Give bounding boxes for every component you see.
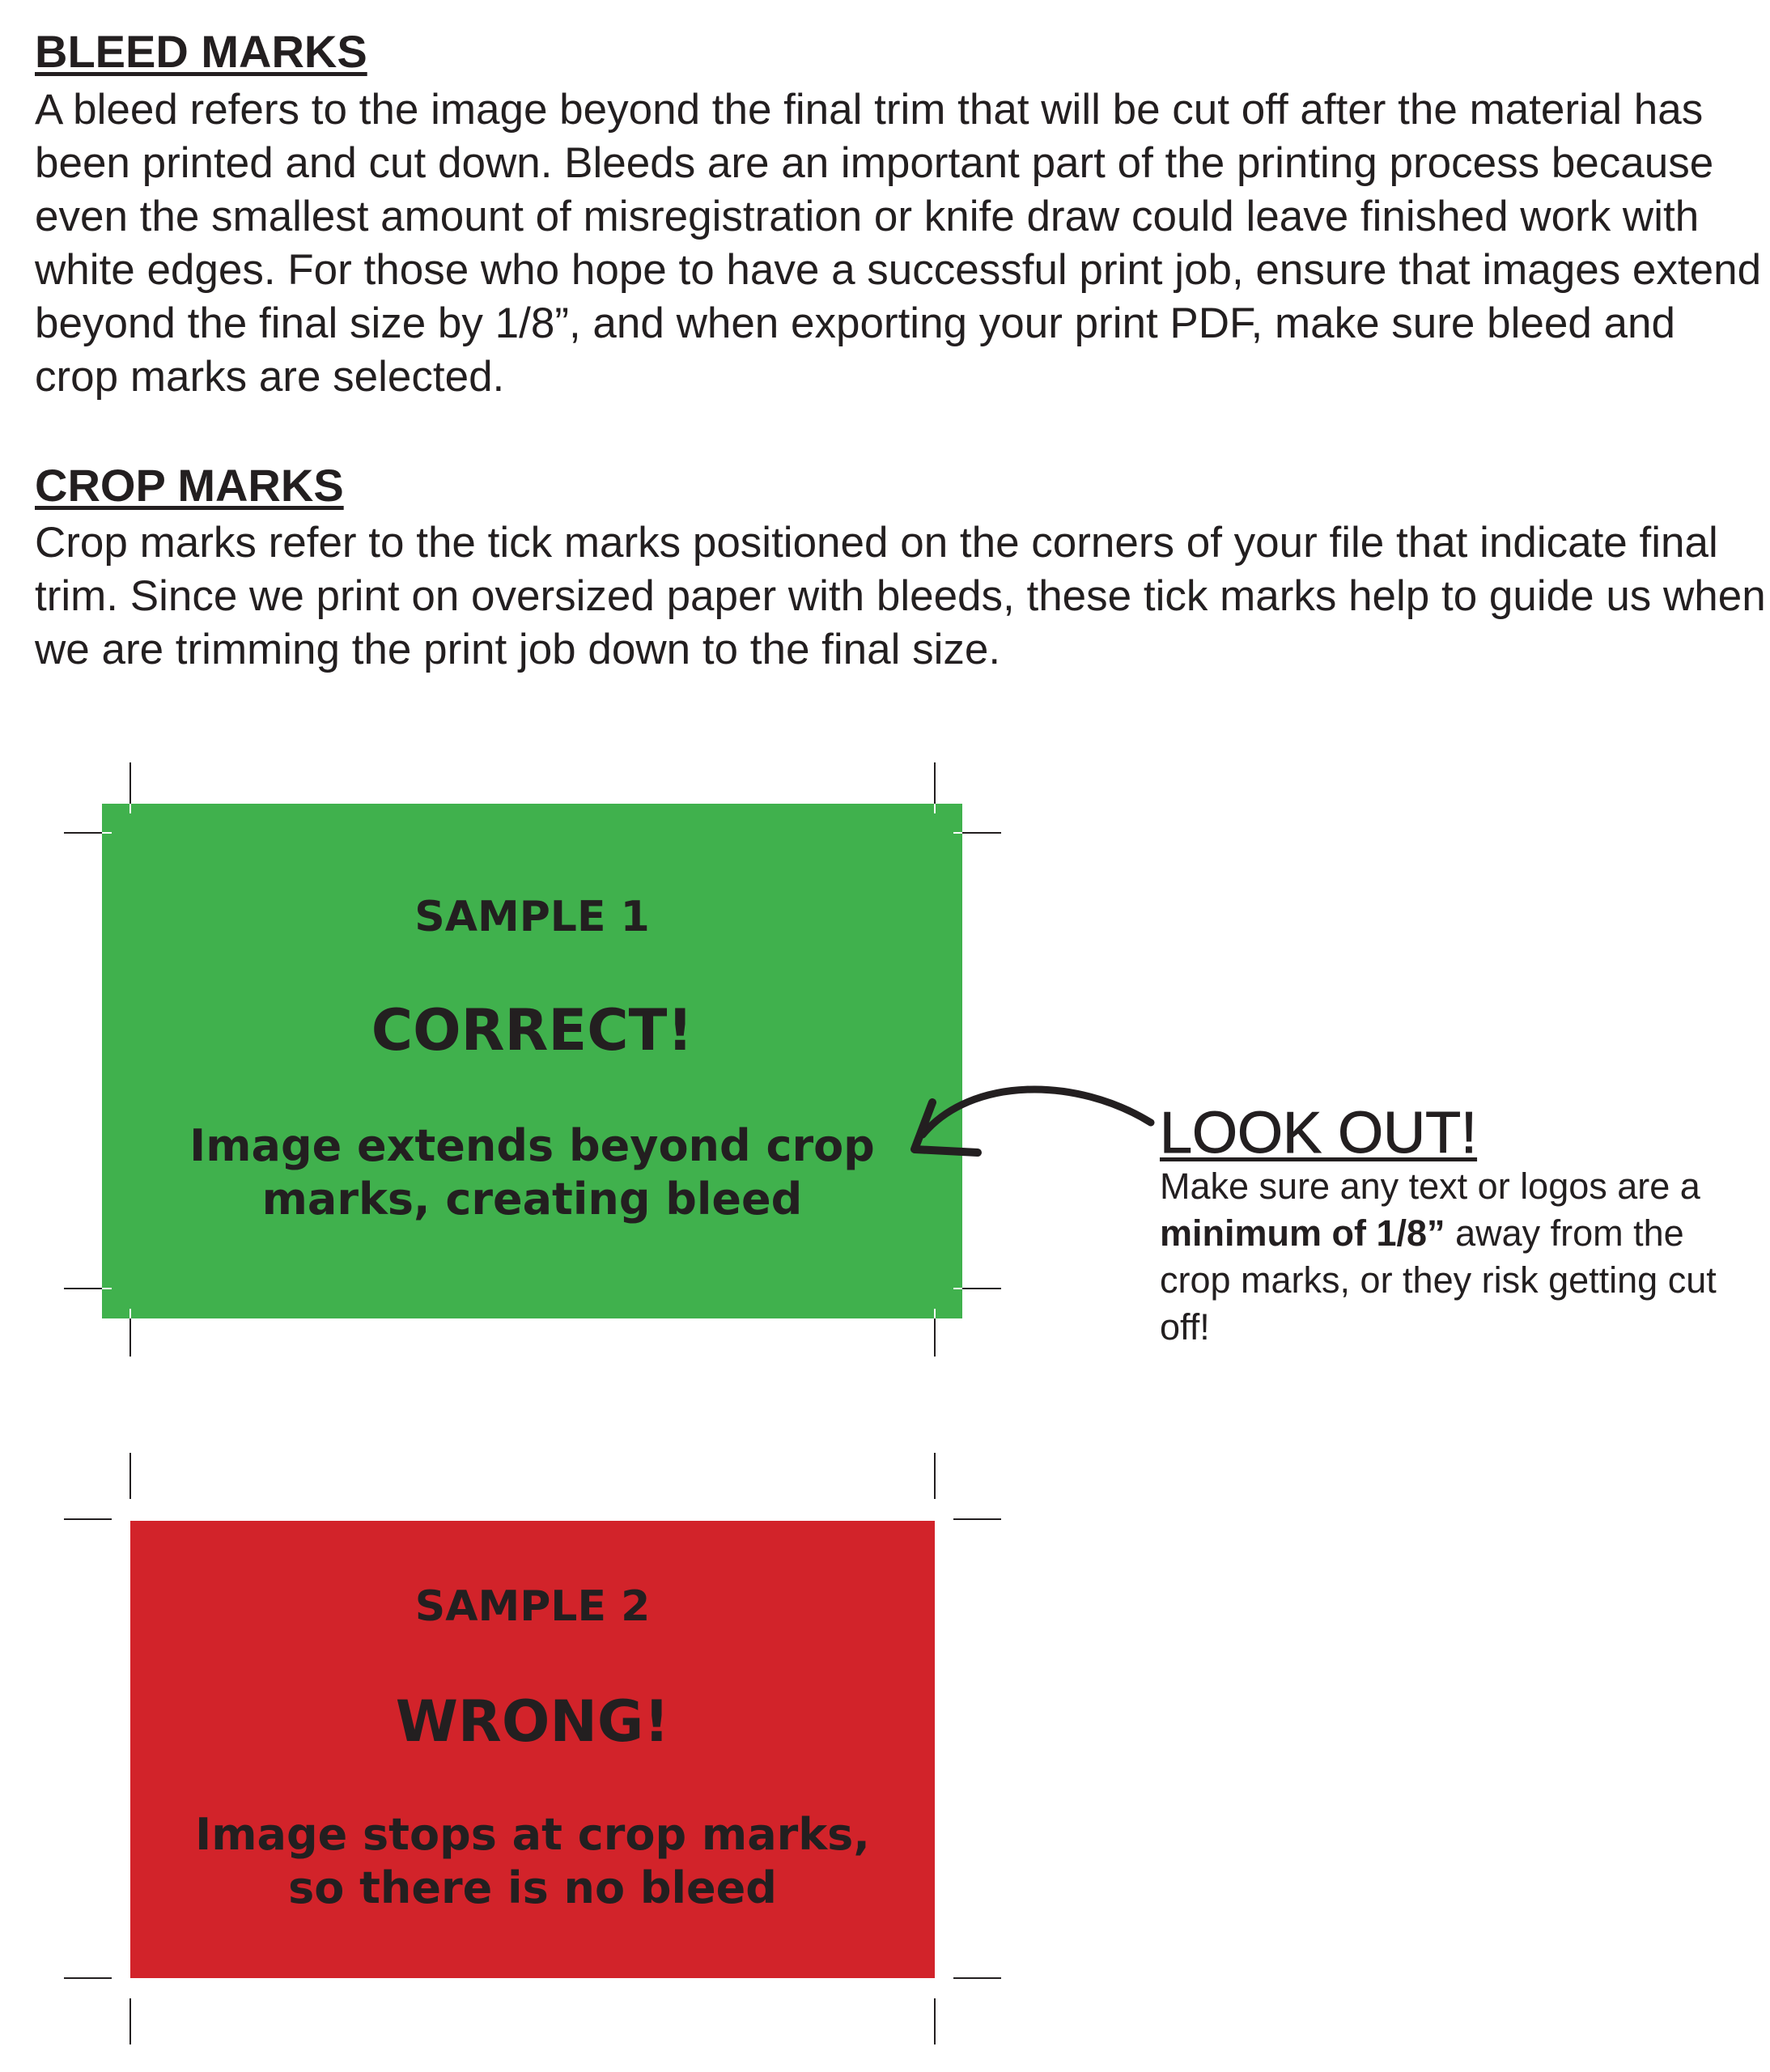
look-out-text-end: away from the crop marks, or they risk getting cut off!	[1160, 1212, 1717, 1348]
look-out-text-emphasis: minimum of 1/8”	[1160, 1212, 1445, 1254]
bleed-marks-paragraph: A bleed refers to the image beyond the final trim that will be cut off after the material has been printed and cut down. Bleeds are an important part of the printing process because even the smallest amount of misregistration or knife draw could leave finished work with white edges. For those who hope to have a successful print job, ensure that images extend beyond the final size by 1/8”, and when exporting your print PDF, make sure bleed and crop marks are selected.	[35, 86, 1762, 401]
look-out-text-start: Make sure any text or logos are a	[1160, 1166, 1700, 1207]
sample-1-description-line-2: marks, creating bleed	[261, 1174, 803, 1225]
crop-marks-paragraph: Crop marks refer to the tick marks positioned on the corners of your file that indicate final trim. Since we print on oversized paper with bleeds, these tick marks help to guide us when we are trimming the print job down to the final size.	[35, 519, 1766, 673]
sample-2-card	[130, 1521, 935, 1978]
sample-2-description-line-2: so there is no bleed	[288, 1862, 777, 1913]
sample-2-description	[130, 1808, 935, 1915]
sample-1-label: SAMPLE 1	[414, 893, 650, 941]
bleed-marks-heading: BLEED MARKS	[35, 26, 367, 77]
look-out-heading: LOOK OUT!	[1160, 1101, 1478, 1166]
sample-1-description	[102, 1119, 962, 1226]
sample-2-verdict: WRONG!	[395, 1688, 670, 1755]
sample-2-label: SAMPLE 2	[414, 1582, 651, 1631]
sample-1-card	[102, 804, 962, 1318]
sample-1-description-line-1: Image extends beyond crop	[189, 1120, 875, 1171]
sample-2-description-line-1: Image stops at crop marks,	[195, 1809, 870, 1860]
look-out-text	[1160, 1163, 1726, 1351]
sample-1-verdict: CORRECT!	[371, 997, 694, 1064]
crop-marks-heading: CROP MARKS	[35, 460, 344, 511]
